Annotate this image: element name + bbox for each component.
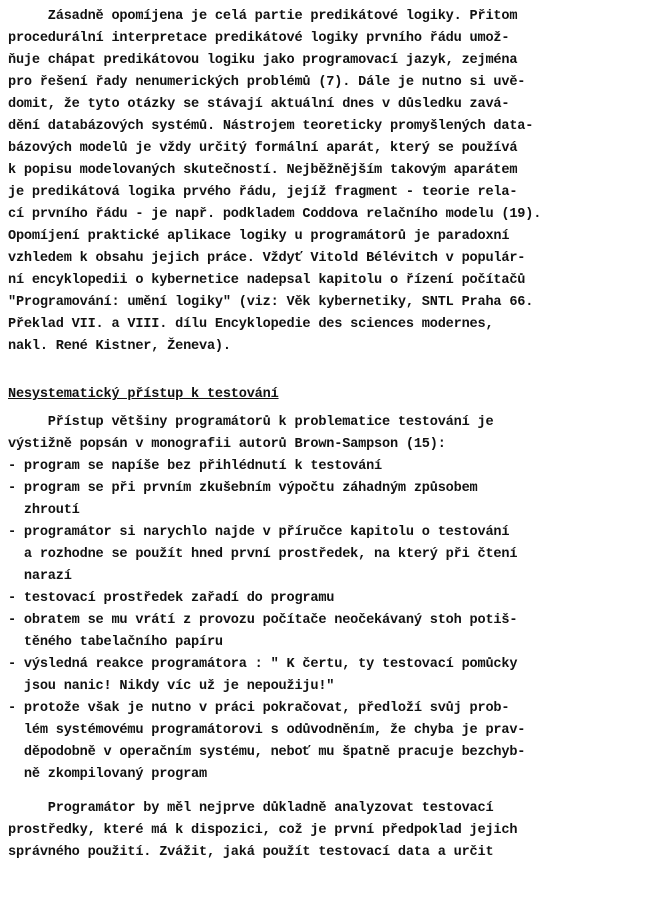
- list-item: - obratem se mu vrátí z provozu počítače neočekávaný stoh potiš-: [8, 613, 518, 628]
- text-line: ňuje chápat predikátovou logiku jako programovací jazyk, zejména: [8, 53, 518, 68]
- text-line: Opomíjení praktické aplikace logiky u programátorů je paradoxní: [8, 229, 510, 244]
- list-item: - výsledná reakce programátora : " K čertu, ty testovací pomůcky: [8, 657, 518, 672]
- text-line: prostředky, které má k dispozici, což je první předpoklad jejich: [8, 823, 518, 838]
- text-line: domit, že tyto otázky se stávají aktuální dnes v důsledku zavá-: [8, 97, 510, 112]
- text-line: je predikátová logika prvého řádu, jejíž fragment - teorie rela-: [8, 185, 518, 200]
- text-line: ní encyklopedii o kybernetice nadepsal kapitolu o řízení počítačů: [8, 273, 526, 288]
- list-item: a rozhodne se použít hned první prostředek, na který při čtení: [8, 547, 518, 562]
- list-item: narazí: [8, 569, 72, 584]
- text-line: správného použití. Zvážit, jaká použít testovací data a určit: [8, 845, 494, 860]
- text-line: vzhledem k obsahu jejich práce. Vždyť Vitold Bélévitch v populár-: [8, 251, 526, 266]
- list-item: děpodobně v operačním systému, neboť mu špatně pracuje bezchyb-: [8, 745, 526, 760]
- list-item: - testovací prostředek zařadí do programu: [8, 591, 335, 606]
- text-line: výstižně popsán v monografii autorů Brown-Sampson (15):: [8, 437, 446, 452]
- list-item: - program se při prvním zkušebním výpočtu záhadným způsobem: [8, 481, 478, 496]
- text-line: pro řešení řady nenumerických problémů (7). Dále je nutno si uvě-: [8, 75, 526, 90]
- list-item: ně zkompilovaný program: [8, 767, 207, 782]
- text-line: Zásadně opomíjena je celá partie predikátové logiky. Přitom: [8, 9, 518, 24]
- list-item: zhroutí: [8, 503, 80, 518]
- text-line: Přístup většiny programátorů k problematice testování je: [8, 415, 494, 430]
- text-line: Programátor by měl nejprve důkladně analyzovat testovací: [8, 801, 494, 816]
- text-line: k popisu modelovaných skutečností. Nejběžnějším takovým aparátem: [8, 163, 518, 178]
- section-heading: Nesystematický přístup k testování: [8, 387, 279, 402]
- list-item: těného tabelačního papíru: [8, 635, 223, 650]
- text-line: dění databázových systémů. Nástrojem teoreticky promyšlených data-: [8, 119, 534, 134]
- text-line: procedurální interpretace predikátové logiky prvního řádu umož-: [8, 31, 510, 46]
- list-item: lém systémovému programátorovi s odůvodněním, že chyba je prav-: [8, 723, 526, 738]
- list-item: - programátor si narychlo najde v příručce kapitolu o testování: [8, 525, 510, 540]
- list-item: - protože však je nutno v práci pokračovat, předloží svůj prob-: [8, 701, 510, 716]
- text-line: bázových modelů je vždy určitý formální aparát, který se používá: [8, 141, 518, 156]
- text-line: "Programování: umění logiky" (viz: Věk kybernetiky, SNTL Praha 66.: [8, 295, 534, 310]
- text-line: Překlad VII. a VIII. dílu Encyklopedie des sciences modernes,: [8, 317, 494, 332]
- text-line: nakl. René Kistner, Ženeva).: [8, 339, 231, 354]
- list-item: jsou nanic! Nikdy víc už je nepoužiju!": [8, 679, 335, 694]
- list-item: - program se napíše bez přihlédnutí k testování: [8, 459, 383, 474]
- text-line: cí prvního řádu - je např. podkladem Coddova relačního modelu (19).: [8, 207, 542, 222]
